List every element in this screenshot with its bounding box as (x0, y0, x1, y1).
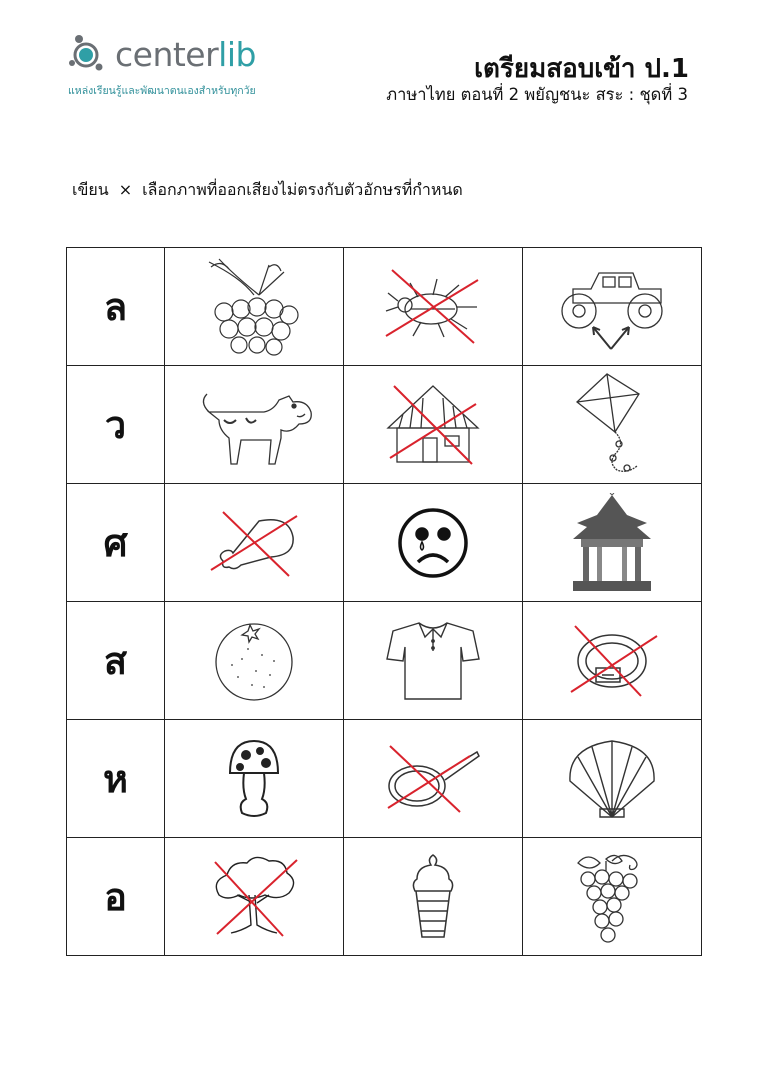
picture-cell[interactable] (165, 248, 344, 366)
seashell-icon (564, 737, 660, 821)
picture-cell[interactable] (523, 248, 702, 366)
picture-cell[interactable] (344, 484, 523, 602)
cow-icon (194, 382, 314, 467)
logo-wordmark: centerlib (115, 35, 256, 74)
worksheet-grid (66, 247, 702, 956)
cross-mark-icon (344, 366, 522, 483)
picture-cell[interactable] (523, 366, 702, 484)
picture-cell[interactable] (523, 720, 702, 838)
picture-cell[interactable] (523, 484, 702, 602)
consonant-letter: ห (67, 720, 165, 838)
table-row (67, 720, 702, 838)
picture-cell[interactable] (344, 366, 523, 484)
logo-molecule-icon (66, 33, 114, 81)
instruction-text: เลือกภาพที่ออกเสียงไม่ตรงกับตัวอักษรที่กำหนด (142, 180, 463, 199)
shirt-icon (385, 619, 481, 703)
page-title: เตรียมสอบเข้า ป.1 (474, 54, 689, 84)
table-row (67, 838, 702, 956)
logo-tagline: แหล่งเรียนรู้และพัฒนาตนเองสำหรับทุกวัย (68, 85, 256, 97)
cross-mark-icon (165, 838, 343, 955)
consonant-letter: ว (67, 366, 165, 484)
instruction (72, 178, 463, 203)
longan-icon (199, 257, 309, 357)
picture-cell[interactable] (523, 838, 702, 956)
cross-mark-icon (344, 248, 522, 365)
cross-mark-icon (165, 484, 343, 601)
picture-cell[interactable] (523, 602, 702, 720)
instruction-mark: × (118, 180, 133, 199)
picture-cell[interactable] (344, 248, 523, 366)
consonant-letter: ส (67, 602, 165, 720)
picture-cell[interactable] (165, 838, 344, 956)
picture-cell[interactable] (344, 838, 523, 956)
picture-cell[interactable] (165, 366, 344, 484)
sad-face-icon (396, 506, 470, 580)
picture-cell[interactable] (344, 720, 523, 838)
picture-cell[interactable] (165, 602, 344, 720)
cross-mark-icon (523, 602, 701, 719)
grapes-icon (572, 849, 652, 945)
table-row (67, 484, 702, 602)
orange-icon (212, 619, 296, 703)
kite-icon (567, 372, 657, 477)
thai-pavilion-icon (567, 493, 657, 593)
table-row (67, 602, 702, 720)
picture-cell[interactable] (344, 602, 523, 720)
picture-cell[interactable] (165, 484, 344, 602)
picture-cell[interactable] (165, 720, 344, 838)
cross-mark-icon (344, 720, 522, 837)
consonant-letter: อ (67, 838, 165, 956)
table-row (67, 366, 702, 484)
instruction-prefix: เขียน (72, 180, 109, 199)
mushroom-icon (226, 737, 282, 821)
table-row (67, 248, 702, 366)
ice-cream-icon (408, 853, 458, 941)
monster-truck-wheels-icon (553, 259, 671, 354)
centerlib-logo (66, 33, 306, 103)
page-subtitle: ภาษาไทย ตอนที่ 2 พยัญชนะ สระ : ชุดที่ 3 (386, 85, 688, 104)
consonant-letter: ล (67, 248, 165, 366)
consonant-letter: ศ (67, 484, 165, 602)
